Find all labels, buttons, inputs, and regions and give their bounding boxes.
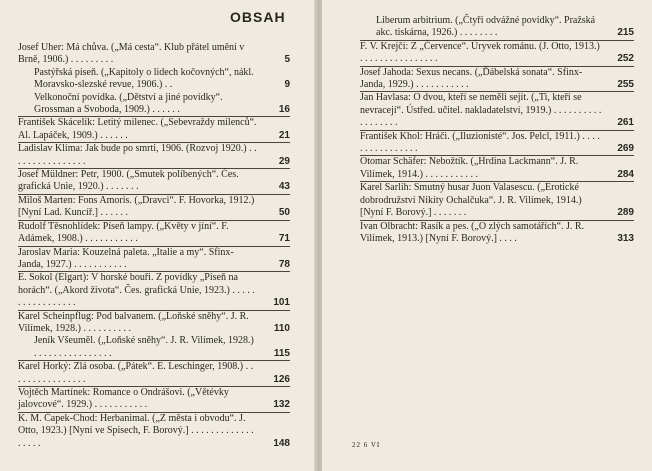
toc-entry-text: František Khol: Hráči. („Iluzionisté“. Jos. Pelcl, 1911.) . . . . . . . . . . . . . . . .	[360, 130, 600, 155]
toc-entry-text: Ladislav Klíma: Jak bude po smrti, 1906. (Rozvoj 1920.) . . . . . . . . . . . . . . . .	[18, 143, 257, 167]
toc-entry-text: Josef Jahoda: Sexus necans. („Ďábelská sonata“. Sfinx-Janda, 1929.) . . . . . . . . . . .	[360, 66, 583, 91]
toc-page-number: 289	[617, 207, 634, 219]
toc-entry-text: Rudolf Těsnohlídek: Píseň lampy. („Květy v jíní“. F. Adámek, 1908.) . . . . . . . . . . .	[18, 220, 229, 245]
toc-entry-text: K. M. Čapek-Chod: Herbanimal. („Z města i obvodu“. J. Otto, 1923.) [Nyní ve Spisech, F. Borový.] . . . . . . . . . . . . . . . . . .	[18, 412, 254, 449]
right-toc-list	[360, 15, 634, 245]
toc-entry	[360, 156, 634, 182]
toc-page-number: 43	[278, 181, 290, 193]
toc-entry	[18, 169, 290, 195]
toc-entry-text: Karel Sarlih: Smutný husar Juon Valasescu. („Erotické dobrodružství Nikity Ochalčuka“. J. R. Vilímek, 1914.) [Nyní F. Borový.] . . . . . . .	[360, 182, 582, 219]
toc-entry	[18, 272, 290, 310]
toc-page-number: 9	[284, 79, 290, 91]
contents-heading: OBSAH	[230, 9, 286, 25]
toc-page-number: 148	[273, 437, 290, 449]
toc-entry-text: E. Sokol (Elgart): V horské bouři. Z povídky „Píseň na horách“. („Akord života“. Čes. grafická Unie, 1923.) . . . . . . . . . . . . . . . . .	[18, 272, 255, 309]
toc-entry	[360, 92, 634, 130]
toc-page-number: 252	[617, 53, 634, 65]
toc-entry-text: F. V. Krejčí: Z „Července“. Úryvek románu. (J. Otto, 1913.) . . . . . . . . . . . . . . . .	[360, 40, 600, 65]
toc-entry-text: Karel Horký: Zlá osoba. („Pátek“. E. Leschinger, 1908.) . . . . . . . . . . . . . . . .	[18, 361, 254, 385]
toc-page-number: 255	[617, 79, 634, 91]
toc-entry	[18, 335, 290, 361]
toc-entry	[18, 92, 290, 118]
toc-entry	[360, 15, 634, 41]
toc-entry	[360, 221, 634, 246]
toc-page-number: 21	[278, 129, 290, 141]
toc-page-number: 110	[273, 322, 290, 334]
toc-page-number: 5	[284, 54, 290, 66]
toc-entry-text: Miloš Marten: Fons Amoris. („Dravci“. F. Hovorka, 1912.) [Nyní Lad. Kuncíř.] . . . . . .	[18, 194, 255, 219]
toc-entry-text: Otomar Schäfer: Nebožtík. („Hrdina Lackmann“. J. R. Vilímek, 1914.) . . . . . . . . . . .	[360, 156, 579, 180]
toc-entry-text: Liberum arbitrium. („Čtyři odvážné povídky“. Pražská akc. tiskárna, 1926.) . . . . . . . .	[376, 15, 596, 39]
toc-entry-text: Velkonoční povídka. („Dětství a jiné povídky“. Grossman a Svoboda, 1909.) . . . . . .	[34, 91, 223, 116]
left-page	[0, 0, 316, 471]
toc-entry-text: Karel Scheinpflug: Pod balvanem. („Loňské sněhy“. J. R. Vilímek, 1928.) . . . . . . . . . .	[18, 310, 249, 334]
toc-entry-text: Pastýřská píseň. („Kapitoly o lidech kočovných“, nákl. Moravsko-slezské revue, 1906.) . .	[34, 66, 254, 91]
toc-entry	[18, 67, 290, 92]
toc-entry	[18, 247, 290, 273]
toc-page-number: 126	[273, 373, 290, 385]
toc-entry-text: František Skácelík: Letitý milenec. („Sebevraždy milenců“. Al. Lapáček, 1909.) . . . . . .	[18, 117, 257, 141]
toc-entry-text: Josef Müldner: Petr, 1900. („Smutek políbených“. Čes. grafická Unie, 1920.) . . . . . . .	[18, 169, 239, 193]
toc-entry	[18, 143, 290, 169]
toc-page-number: 313	[617, 232, 634, 244]
toc-entry-text: Josef Uher: Má chůva. („Má cesta“. Klub přátel umění v Brně, 1906.) . . . . . . . . .	[18, 42, 245, 66]
toc-entry	[18, 42, 290, 67]
toc-page-number: 215	[617, 27, 634, 39]
toc-entry	[360, 67, 634, 93]
toc-entry-text: Jeník Všeuměl. („Loňské sněhy“. J. R. Vilímek, 1928.) . . . . . . . . . . . . . . . .	[34, 335, 254, 359]
toc-entry-text: Jan Havlasa: O dvou, kteří se neměli sejít. („Ti, kteří se nevracejí“. Ústřed. učitel. nakladatelství, 1919.) . . . . . . . . . . . . . . . . . .	[360, 92, 602, 129]
toc-page-number: 29	[278, 155, 290, 167]
toc-entry	[18, 221, 290, 247]
toc-page-number: 16	[278, 104, 290, 116]
toc-page-number: 115	[273, 347, 290, 359]
toc-entry	[18, 413, 290, 450]
toc-entry-text: Ivan Olbracht: Rasík a pes. („O zlých samotářích“. J. R. Vilímek, 1913.) [Nyní F. Borový.] . . . .	[360, 220, 585, 244]
toc-page-number: 284	[617, 168, 634, 180]
toc-entry	[360, 182, 634, 220]
toc-page-number: 261	[617, 117, 634, 129]
toc-page-number: 71	[278, 233, 290, 245]
toc-entry	[18, 117, 290, 143]
printer-folio: 22 6 VI	[352, 441, 381, 449]
toc-entry-text: Jaroslav Maria: Kouzelná paleta. „Italie a my“. Sfinx-Janda, 1927.) . . . . . . . . . . .	[18, 246, 234, 270]
toc-entry	[18, 311, 290, 336]
toc-page-number: 50	[278, 207, 290, 219]
toc-page-number: 269	[617, 143, 634, 155]
toc-page-number: 78	[278, 258, 290, 270]
toc-entry-text: Vojtěch Martínek: Romance o Ondrášovi. („Větévky jalovcové“. 1929.) . . . . . . . . . . .	[18, 386, 229, 411]
left-toc-list	[18, 42, 290, 450]
toc-entry	[18, 361, 290, 387]
toc-page-number: 101	[273, 297, 290, 309]
toc-entry	[18, 195, 290, 221]
toc-entry	[360, 131, 634, 157]
toc-entry	[360, 41, 634, 67]
toc-page-number: 132	[273, 399, 290, 411]
toc-entry	[18, 387, 290, 413]
